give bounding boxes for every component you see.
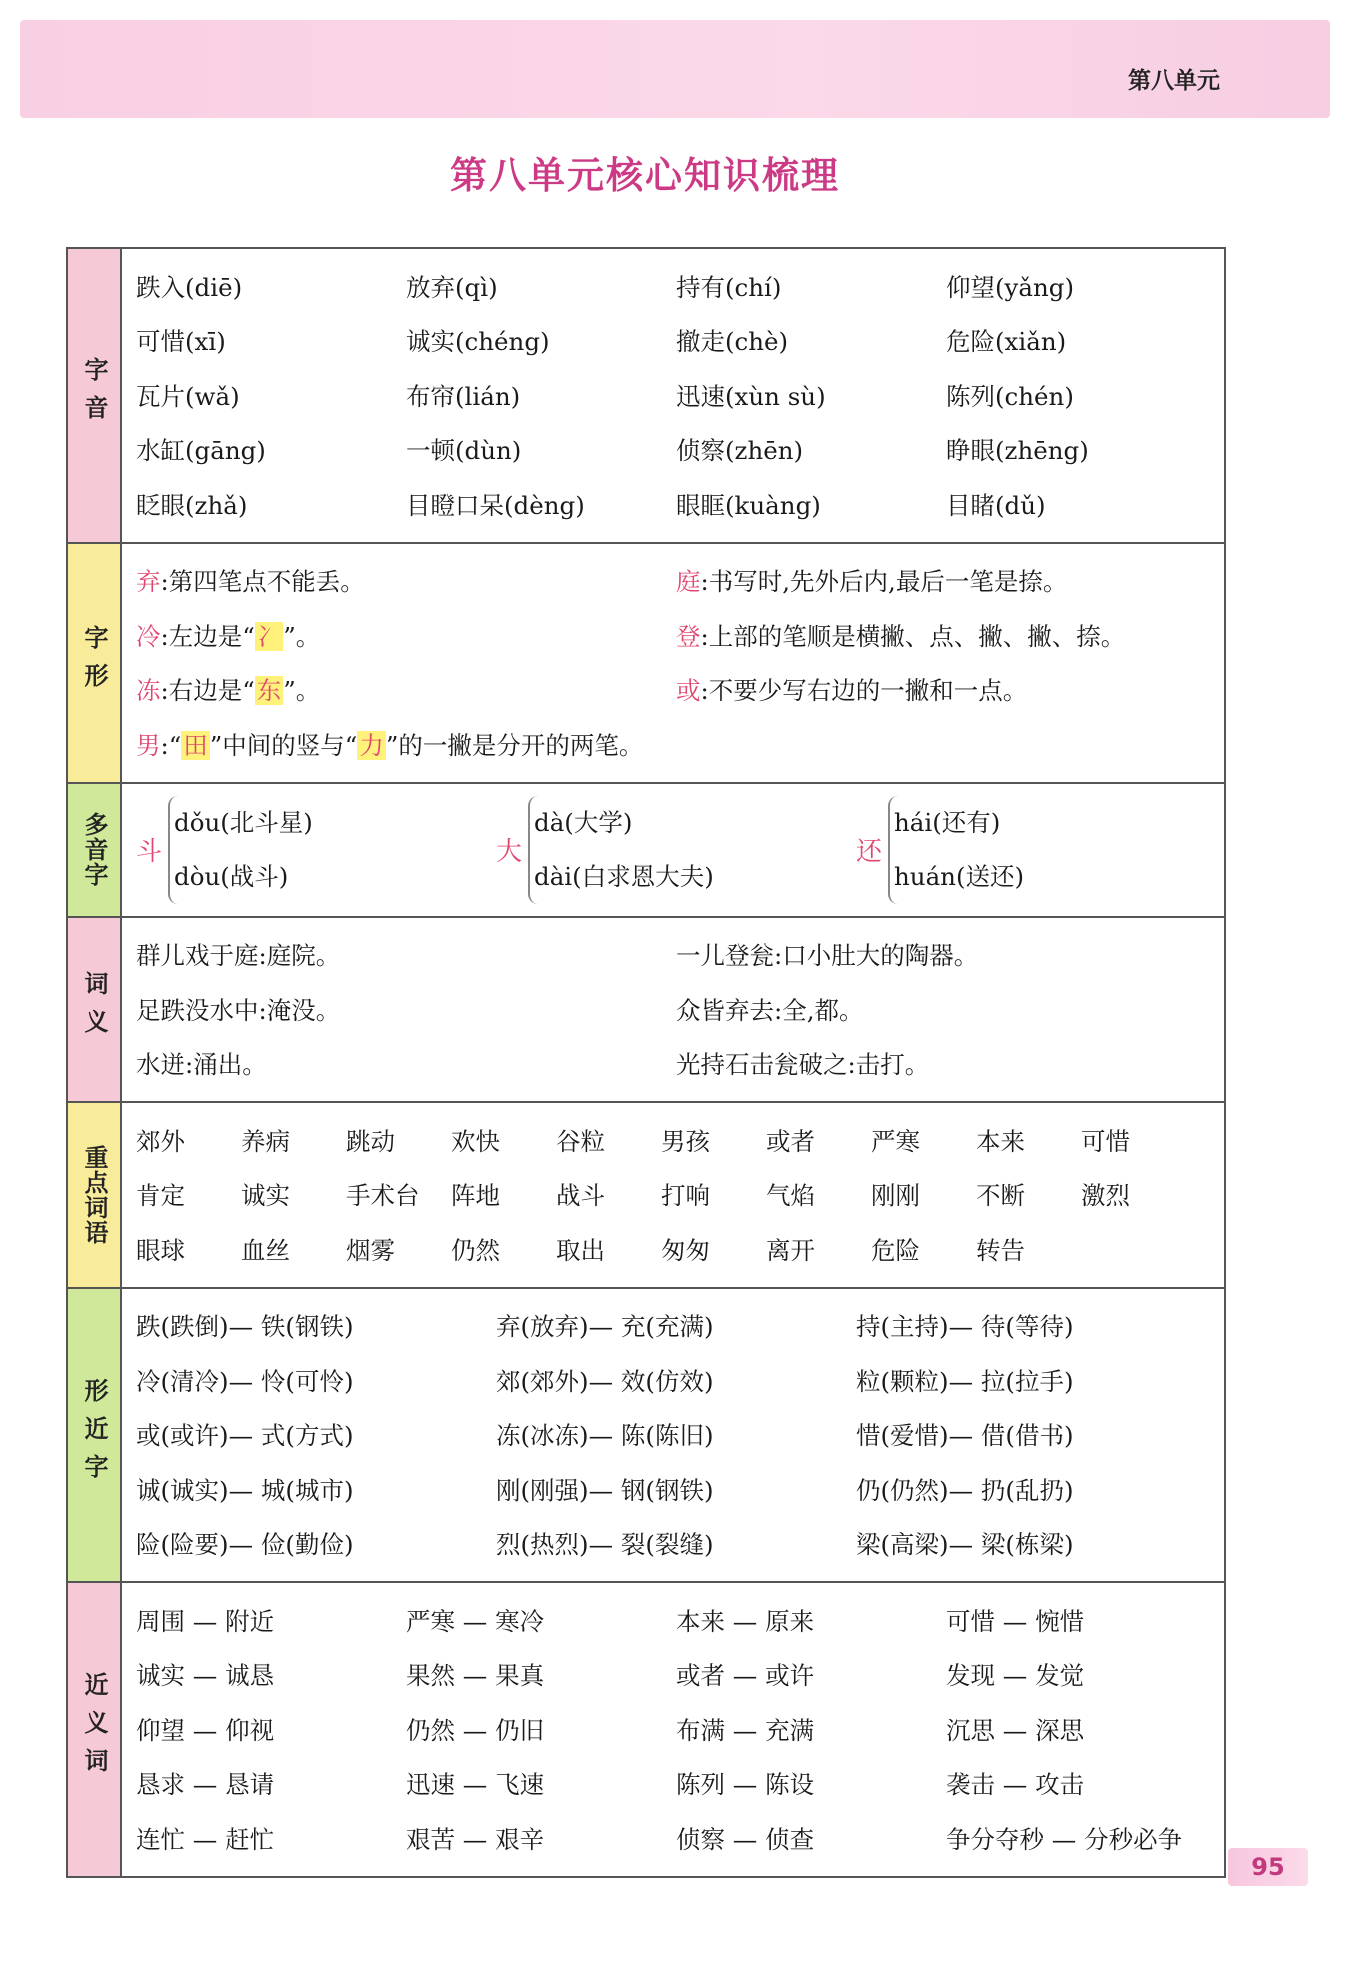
list-item: 血丝 — [241, 1235, 290, 1265]
table-row — [136, 1462, 1224, 1517]
list-item: 水迸:涌出。 — [136, 1050, 267, 1080]
list-item: 或:不要少写右边的一撇和一点。 — [676, 676, 1028, 706]
list-item: 庭:书写时,先外后内,最后一笔是捺。 — [676, 567, 1068, 597]
section-ci-yi — [68, 918, 1224, 1104]
knowledge-table — [66, 247, 1226, 1878]
page-title: 第八单元核心知识梳理 — [450, 154, 840, 197]
table-row — [136, 982, 1224, 1037]
list-item: 光持石击瓮破之:击打。 — [676, 1050, 930, 1080]
table-row — [136, 1222, 1224, 1277]
table-row — [136, 423, 1224, 478]
table-row — [136, 608, 1224, 663]
list-item: 沉思 — 深思 — [946, 1715, 1085, 1745]
list-item: 跳动 — [346, 1126, 395, 1156]
list-item: 果然 — 果真 — [406, 1661, 545, 1691]
table-row — [136, 1408, 1224, 1463]
list-item: 本来 — 原来 — [676, 1606, 815, 1636]
list-item: 烈(热烈)— 裂(裂缝) — [496, 1530, 714, 1560]
list-item: 斗 dǒu(北斗星) dòu(战斗) — [136, 796, 496, 904]
list-item: 水缸(gāng) — [136, 436, 266, 466]
list-item: 或(或许)— 式(方式) — [136, 1421, 354, 1451]
list-item: 发现 — 发觉 — [946, 1661, 1085, 1691]
list-item: 险(险要)— 俭(勤俭) — [136, 1530, 354, 1560]
list-item: 跌入(diē) — [136, 272, 243, 302]
highlight: 东 — [256, 676, 282, 706]
table-row — [136, 1353, 1224, 1408]
list-item: 冻(冰冻)— 陈(陈旧) — [496, 1421, 714, 1451]
list-item: 仰望(yǎng) — [946, 272, 1075, 302]
table-row — [136, 1702, 1224, 1757]
list-item: 布帘(lián) — [406, 381, 521, 411]
list-item: 可惜 — 惋惜 — [946, 1606, 1085, 1636]
list-item: 气焰 — [766, 1181, 815, 1211]
label-xing-jin: 形近字 — [68, 1289, 122, 1582]
table-row — [136, 663, 1224, 718]
table-row — [136, 796, 1224, 904]
list-item: 周围 — 附近 — [136, 1606, 275, 1636]
list-item: 布满 — 充满 — [676, 1715, 815, 1745]
label-zi-xing: 字形 — [68, 544, 122, 782]
list-item: 诚实 — 诚恳 — [136, 1661, 275, 1691]
list-item: 离开 — [766, 1235, 815, 1265]
list-item: 郊(郊外)— 效(仿效) — [496, 1366, 714, 1396]
list-item: 迅速(xùn sù) — [676, 381, 826, 411]
list-item: 袭击 — 攻击 — [946, 1770, 1085, 1800]
table-row — [136, 554, 1224, 609]
list-item: 诚实 — [241, 1181, 290, 1211]
section-xing-jin — [68, 1289, 1224, 1584]
label-zi-yin: 字音 — [68, 249, 122, 542]
list-item: 恳求 — 恳请 — [136, 1770, 275, 1800]
list-item: 危险(xiǎn) — [946, 327, 1067, 357]
table-row — [136, 1037, 1224, 1092]
list-item: 男孩 — [661, 1126, 710, 1156]
page-number: 95 — [1228, 1848, 1308, 1886]
list-item: 眼球 — [136, 1235, 185, 1265]
list-item: 陈列 — 陈设 — [676, 1770, 815, 1800]
list-item: 肯定 — [136, 1181, 185, 1211]
list-item: 持(主持)— 待(等待) — [856, 1312, 1074, 1342]
label-duo-yin: 多音字 — [68, 784, 122, 916]
list-item: 瓦片(wǎ) — [136, 381, 240, 411]
list-item: 本来 — [976, 1126, 1025, 1156]
table-row — [136, 717, 1224, 772]
list-item: 仍(仍然)— 扔(乱扔) — [856, 1475, 1074, 1505]
list-item: 撤走(chè) — [676, 327, 789, 357]
list-item: 仍然 — 仍旧 — [406, 1715, 545, 1745]
list-item: 眨眼(zhǎ) — [136, 490, 248, 520]
list-item: 取出 — [556, 1235, 605, 1265]
list-item: 眼眶(kuàng) — [676, 490, 821, 520]
table-row — [136, 477, 1224, 532]
table-row — [136, 259, 1224, 314]
list-item: 一顿(dùn) — [406, 436, 522, 466]
list-item: 诚(诚实)— 城(城市) — [136, 1475, 354, 1505]
list-item: 睁眼(zhēng) — [946, 436, 1089, 466]
list-item: 陈列(chén) — [946, 381, 1074, 411]
section-jin-yi — [68, 1583, 1224, 1876]
list-item: 一儿登瓮:口小肚大的陶器。 — [676, 941, 979, 971]
table-row — [136, 1517, 1224, 1572]
list-item: 惜(爱惜)— 借(借书) — [856, 1421, 1074, 1451]
table-row — [136, 1113, 1224, 1168]
list-item: 可惜(xī) — [136, 327, 226, 357]
list-item: 男:“田”中间的竖与“力”的一撇是分开的两笔。 — [136, 730, 644, 760]
list-item: 可惜 — [1081, 1126, 1130, 1156]
list-item: 弃(放弃)— 充(充满) — [496, 1312, 714, 1342]
list-item: 登:上部的笔顺是横撇、点、撇、撇、捺。 — [676, 621, 1126, 651]
list-item: 养病 — [241, 1126, 290, 1156]
list-item: 弃:第四笔点不能丢。 — [136, 567, 365, 597]
list-item: 严寒 — [871, 1126, 920, 1156]
list-item: 侦察(zhēn) — [676, 436, 804, 466]
list-item: 匆匆 — [661, 1235, 710, 1265]
list-item: 激烈 — [1081, 1181, 1130, 1211]
section-zi-xing — [68, 544, 1224, 784]
list-item: 诚实(chéng) — [406, 327, 550, 357]
list-item: 郊外 — [136, 1126, 185, 1156]
list-item: 刚(刚强)— 钢(钢铁) — [496, 1475, 714, 1505]
list-item: 或者 — 或许 — [676, 1661, 815, 1691]
list-item: 转告 — [976, 1235, 1025, 1265]
list-item: 持有(chí) — [676, 272, 782, 302]
list-item: 众皆弃去:全,都。 — [676, 995, 864, 1025]
list-item: 严寒 — 寒冷 — [406, 1606, 545, 1636]
list-item: 迅速 — 飞速 — [406, 1770, 545, 1800]
list-item: 群儿戏于庭:庭院。 — [136, 941, 341, 971]
list-item: 侦察 — 侦查 — [676, 1824, 815, 1854]
list-item: 或者 — [766, 1126, 815, 1156]
list-item: 冷(清冷)— 怜(可怜) — [136, 1366, 354, 1396]
list-item: 粒(颗粒)— 拉(拉手) — [856, 1366, 1074, 1396]
list-item: 烟雾 — [346, 1235, 395, 1265]
list-item: 战斗 — [556, 1181, 605, 1211]
section-duo-yin — [68, 784, 1224, 918]
list-item: 谷粒 — [556, 1126, 605, 1156]
list-item: 危险 — [871, 1235, 920, 1265]
list-item: 大 dà(大学) dài(白求恩大夫) — [496, 796, 856, 904]
highlight: 力 — [359, 730, 384, 760]
label-jin-yi: 近义词 — [68, 1583, 122, 1876]
table-row — [136, 1757, 1224, 1812]
list-item: 仍然 — [451, 1235, 500, 1265]
list-item: 阵地 — [451, 1181, 500, 1211]
table-row — [136, 928, 1224, 983]
table-row — [136, 314, 1224, 369]
label-ci-yi: 词义 — [68, 918, 122, 1102]
table-row — [136, 368, 1224, 423]
table-row — [136, 1811, 1224, 1866]
list-item: 跌(跌倒)— 铁(钢铁) — [136, 1312, 354, 1342]
table-row — [136, 1593, 1224, 1648]
list-item: 还 hái(还有) huán(送还) — [856, 796, 1216, 904]
list-item: 仰望 — 仰视 — [136, 1715, 275, 1745]
list-item: 目睹(dǔ) — [946, 490, 1046, 520]
list-item: 不断 — [976, 1181, 1025, 1211]
section-zhong-dian — [68, 1103, 1224, 1289]
list-item: 艰苦 — 艰辛 — [406, 1824, 545, 1854]
list-item: 放弃(qì) — [406, 272, 498, 302]
list-item: 连忙 — 赶忙 — [136, 1824, 275, 1854]
list-item: 刚刚 — [871, 1181, 920, 1211]
section-zi-yin — [68, 249, 1224, 544]
list-item: 手术台 — [346, 1181, 420, 1211]
unit-label: 第八单元 — [1128, 68, 1220, 94]
highlight: 田 — [183, 730, 208, 760]
list-item: 梁(高梁)— 梁(栋梁) — [856, 1530, 1074, 1560]
list-item: 欢快 — [451, 1126, 500, 1156]
table-row — [136, 1299, 1224, 1354]
label-zhong-dian: 重点词语 — [68, 1103, 122, 1287]
highlight: 冫 — [256, 621, 282, 651]
table-row — [136, 1168, 1224, 1223]
list-item: 足跌没水中:淹没。 — [136, 995, 341, 1025]
list-item: 打响 — [661, 1181, 710, 1211]
list-item: 冷:左边是“冫”。 — [136, 621, 321, 651]
list-item: 目瞪口呆(dèng) — [406, 490, 585, 520]
list-item: 争分夺秒 — 分秒必争 — [946, 1824, 1183, 1854]
list-item: 冻:右边是“东”。 — [136, 676, 321, 706]
table-row — [136, 1648, 1224, 1703]
